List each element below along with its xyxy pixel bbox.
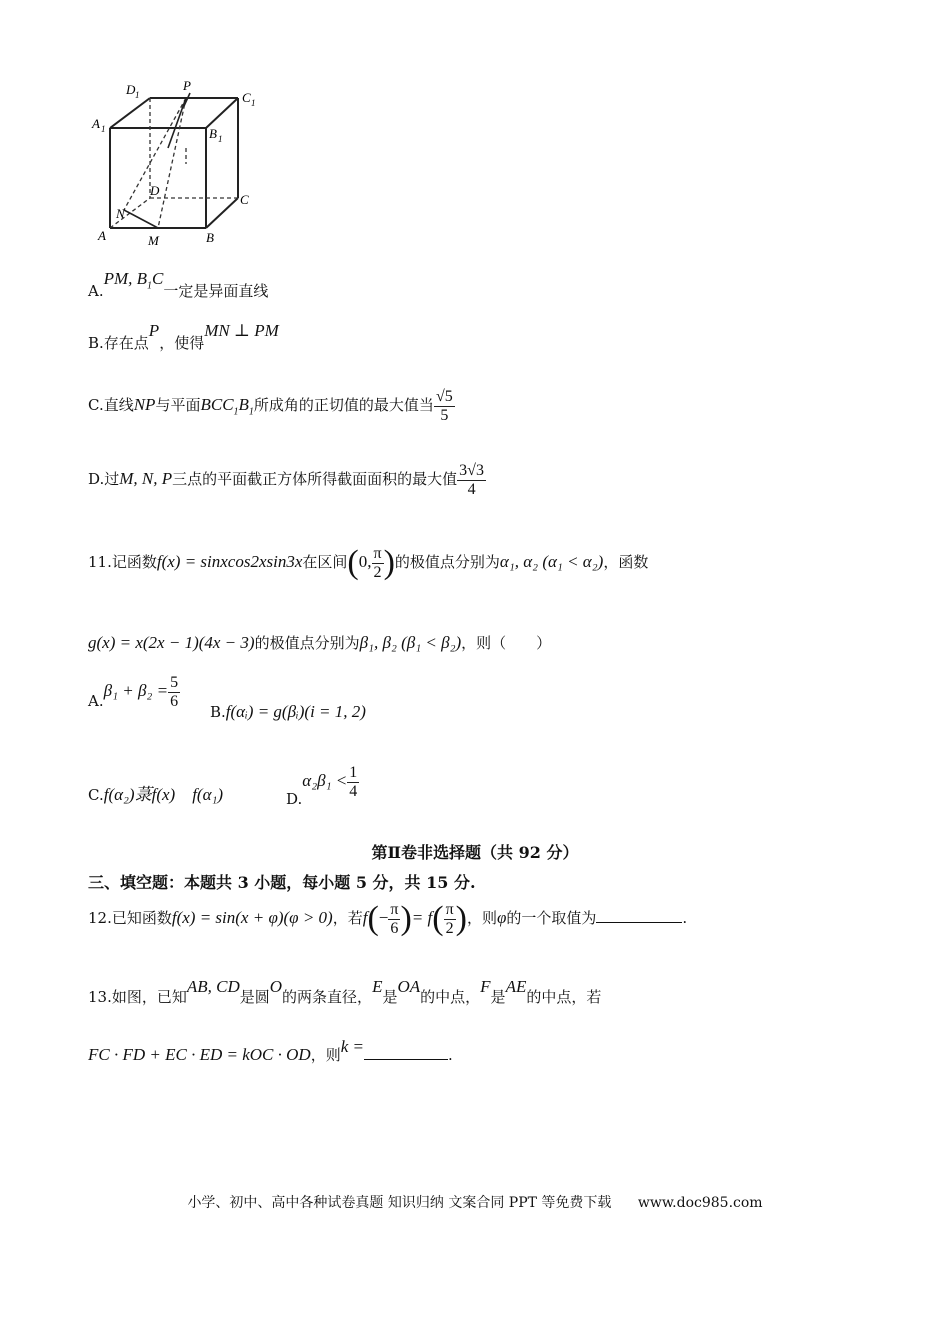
q10-option-d: D.过M, N, P三点的平面截正方体所得截面面积的最大值 $\frac{3√3}{4}$	[88, 462, 484, 498]
q11-option-c: C.f(α₂)菉f(x) f(α₁)	[88, 785, 224, 804]
label-d: D	[150, 183, 160, 198]
q11-option-d: D.α₂β₁ < $\frac{1}{4}$	[286, 764, 358, 809]
label-c: C	[240, 192, 249, 207]
q13-stem-line1: 13.如图，已知AB, CD是圆O的两条直径，E是OA的中点，F是AE的中点，若	[88, 977, 602, 1006]
section-iii-title: 三、填空题：本题共 3 小题，每小题 5 分，共 15 分.	[88, 873, 476, 892]
label-a1: A	[92, 116, 100, 131]
q10-option-a: A.PM, $B_1C$一定是异面直线	[88, 269, 269, 300]
q13-stem-line2: FC · FD + EC · ED = kOC · OD，则k = .	[88, 1037, 453, 1064]
footer-url[interactable]: www.doc985.com	[637, 1195, 763, 1211]
section-ii-title: 第Ⅱ卷非选择题（共 92 分）	[371, 843, 579, 862]
label-a: A	[98, 228, 106, 243]
label-d1-sub: 1	[135, 90, 140, 100]
label-a1-sub: 1	[101, 124, 106, 134]
q13-answer-blank[interactable]	[364, 1045, 448, 1060]
q10-option-c: C.直线NP与平面$BCC_1B_1$所成角的正切值的最大值当 $\frac{√5}{5}$	[88, 388, 453, 424]
q11-option-b: B.f(αᵢ) = g(βᵢ)(i = 1, 2)	[210, 702, 366, 721]
label-m: M	[148, 233, 159, 248]
label-b: B	[206, 230, 214, 245]
label-n: N	[116, 206, 125, 221]
label-b1: B	[209, 126, 217, 141]
q11-option-a: A.β₁ + β₂ = $\frac{5}{6}$	[88, 674, 179, 711]
cube-figure	[88, 78, 278, 253]
q11-stem-line1: 11.记函数f(x) = sinxcos2xsin3x在区间(0, $\frac{\pi}{2}$ )的极值点分别为α₁, α₂ (α₁ < α₂)，函数	[88, 544, 649, 581]
q12-answer-blank[interactable]	[596, 908, 682, 923]
frac-3sqrt3-over-4: $\frac{3√3}{4}$	[459, 462, 484, 498]
q12-stem: 12.已知函数f(x) = sin(x + φ)(φ > 0)，若f(− $\frac{\pi}{6}$ )= f( $\frac{\pi}{2}$ )，则φ的一个取值为 .	[88, 900, 688, 937]
footer-text: 小学、初中、高中各种试卷真题 知识归纳 文案合同 PPT 等免费下载	[187, 1195, 612, 1211]
label-d1: D	[126, 82, 136, 97]
label-p: P	[183, 78, 191, 93]
label-c1-sub: 1	[251, 98, 256, 108]
label-b1-sub: 1	[218, 134, 223, 144]
label-c1: C	[242, 90, 251, 105]
frac-sqrt5-over-5: $\frac{√5}{5}$	[435, 388, 453, 424]
footer	[0, 1192, 950, 1212]
q10-option-b: B.存在点P，使得MN ⊥ PM	[88, 321, 279, 352]
q11-stem-line2: g(x) = x(2x − 1)(4x − 3)的极值点分别为β₁, β₂ (β₁ < β₂)，则（ ）	[88, 633, 552, 652]
